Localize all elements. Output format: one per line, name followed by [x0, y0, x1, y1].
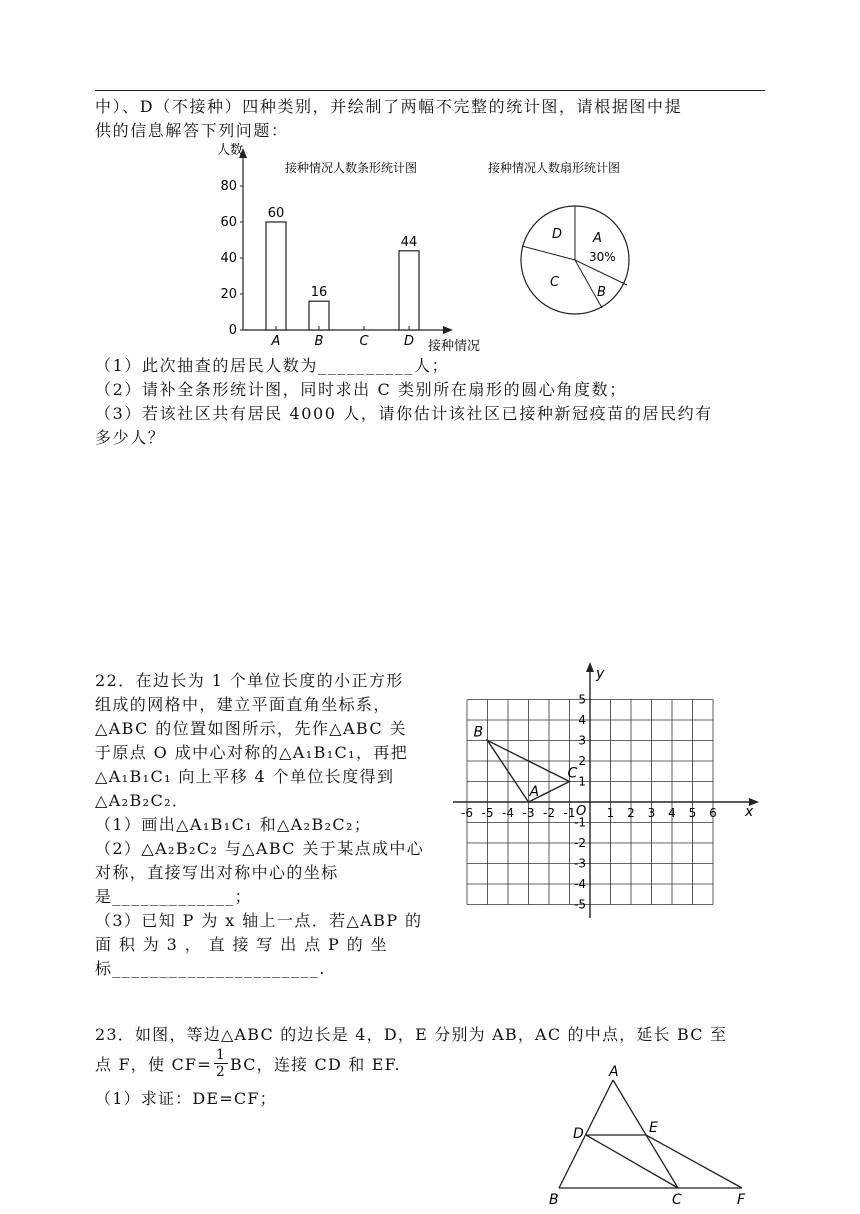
pie-chart [480, 150, 680, 330]
grid-xtick-label: 5 [688, 806, 697, 820]
q22-line-12: 面 积 为 3 ， 直 接 写 出 点 P 的 坐 [95, 935, 388, 954]
bar-ytick-label: 60 [220, 215, 237, 230]
segment-ef [646, 1135, 742, 1188]
intro-line-2: 供的信息解答下列问题： [95, 121, 289, 140]
bar-data-label: 60 [267, 206, 285, 221]
bar-ytick-label: 20 [220, 287, 237, 302]
vertex-a-label: A [609, 1064, 619, 1080]
bar-chart [215, 140, 495, 355]
bar-x-arrow [443, 326, 453, 334]
bar-category-label: A [271, 334, 281, 349]
grid-ytick-label: -1 [574, 815, 586, 830]
grid-ytick-label: 5 [578, 692, 586, 707]
q21-part4: 多少人？ [95, 428, 166, 447]
segment-ab [559, 1080, 613, 1188]
pie-divider-cd [522, 246, 575, 260]
bar-b [309, 301, 329, 330]
grid-origin-label: O [576, 804, 587, 819]
grid-ytick-label: -2 [574, 836, 586, 850]
point-a-label: A [529, 784, 540, 800]
q21-part1: （1）此次抽查的居民人数为__________人； [95, 356, 450, 375]
q22-line-13: 标______________________. [95, 959, 326, 978]
bar-data-label: 16 [310, 285, 328, 301]
bar-xlabel: 接种情况 [428, 339, 481, 354]
grid-xtick-label: -1 [563, 806, 576, 820]
q21-part3: （3）若该社区共有居民 4000 人，请你估计该社区已接种新冠疫苗的居民约有 [95, 404, 713, 423]
q22-line-3: △ABC 的位置如图所示，先作△ABC 关 [95, 719, 407, 738]
q22-line-8: （2）△A₂B₂C₂ 与△ABC 关于某点成中心 [95, 839, 425, 858]
pie-label-a-percent: 30% [589, 250, 616, 264]
grid-xtick-label: 1 [606, 806, 615, 820]
segment-cd [586, 1135, 678, 1188]
q22-line-6: △A₂B₂C₂． [95, 791, 190, 810]
grid-ytick-label: -3 [574, 856, 586, 871]
q22-line-9: 对称，直接写出对称中心的坐标 [95, 863, 339, 882]
q22-line-2: 组成的网格中，建立平面直角坐标系， [95, 695, 391, 714]
q22-line-4: 于原点 O 成中心对称的△A₁B₁C₁，再把 [95, 743, 409, 762]
header-rule [95, 90, 765, 91]
bar-category-label: D [403, 334, 415, 349]
bar-ytick-label: 40 [220, 251, 237, 266]
q23-line-2 [95, 1043, 401, 1083]
grid-xtick-label: -3 [522, 806, 535, 820]
fraction-denominator: 2 [215, 1063, 226, 1080]
grid-y-arrow [586, 662, 594, 672]
pie-label-b: B [597, 285, 606, 300]
q22-line-1: 22．在边长为 1 个单位长度的小正方形 [95, 671, 404, 690]
q23-line-1: 23．如图，等边△ABC 的边长是 4，D，E 分别为 AB，AC 的中点，延长 BC 至 [95, 1025, 728, 1044]
grid-ytick-label: 1 [578, 774, 586, 789]
q23-line-2-start: 点 F，使 CF= [95, 1054, 212, 1074]
bar-ylabel: 人数 [217, 143, 244, 158]
triangle-figure [545, 1062, 760, 1212]
vertex-c-label: C [672, 1192, 682, 1208]
grid-ytick-label: 4 [578, 713, 586, 727]
bar-a [266, 222, 286, 330]
point-c-label: C [567, 765, 578, 782]
grid-y-label: y [596, 666, 605, 682]
grid-xtick-label: 3 [647, 806, 656, 820]
grid-xtick-label: -6 [461, 806, 473, 820]
grid-xtick-label: -2 [543, 806, 555, 820]
pie-label-a: A [593, 231, 602, 246]
pie-title: 接种情况人数扇形统计图 [488, 161, 621, 175]
pie-divider-bc [575, 260, 602, 308]
coordinate-grid [445, 660, 775, 930]
pie-label-c: C [550, 275, 560, 290]
vertex-b-label: B [549, 1192, 559, 1208]
grid-x-label: x [745, 804, 754, 820]
grid-ytick-label: 2 [578, 754, 586, 768]
point-b-label: B [473, 724, 484, 741]
q23-line-2-end: BC，连接 CD 和 EF. [229, 1054, 401, 1074]
q21-part2: （2）请补全条形统计图，同时求出 C 类别所在扇形的圆心角度数； [95, 380, 627, 399]
q22-line-7: （1）画出△A₁B₁C₁ 和△A₂B₂C₂； [95, 815, 372, 834]
fraction-one-half [214, 1047, 228, 1080]
segment-ac [613, 1080, 678, 1188]
grid-xtick-label: 4 [668, 806, 676, 820]
q23-part1: （1）求证：DE=CF； [95, 1089, 277, 1108]
grid-xtick-label: 6 [709, 806, 717, 820]
pie-label-d: D [552, 227, 563, 242]
q22-line-10: 是_____________； [95, 887, 252, 906]
bar-data-label: 44 [400, 234, 418, 250]
bar-title: 接种情况人数条形统计图 [285, 161, 418, 175]
bar-category-label: C [359, 334, 369, 349]
grid-xtick-label: 2 [627, 806, 635, 820]
grid-ytick-label: 3 [578, 733, 586, 748]
bar-ytick-label: 80 [220, 179, 237, 194]
intro-line-1: 中）、D（不接种）四种类别，并绘制了两幅不完整的统计图，请根据图中提 [95, 97, 683, 116]
grid-ytick-label: -4 [574, 877, 586, 891]
q22-line-11: （3）已知 P 为 x 轴上一点．若△ABP 的 [95, 911, 423, 930]
grid-xtick-label: -5 [481, 806, 494, 820]
q22-line-5: △A₁B₁C₁ 向上平移 4 个单位长度得到 [95, 767, 395, 786]
vertex-e-label: E [649, 1120, 658, 1136]
bar-category-label: B [314, 334, 324, 349]
grid-ytick-label: -5 [574, 897, 586, 912]
grid-xtick-label: -4 [502, 806, 514, 820]
vertex-f-label: F [737, 1192, 746, 1208]
fraction-numerator: 1 [215, 1046, 226, 1063]
bar-d [399, 251, 419, 330]
vertex-d-label: D [573, 1126, 584, 1142]
bar-ytick-label: 0 [228, 323, 237, 338]
